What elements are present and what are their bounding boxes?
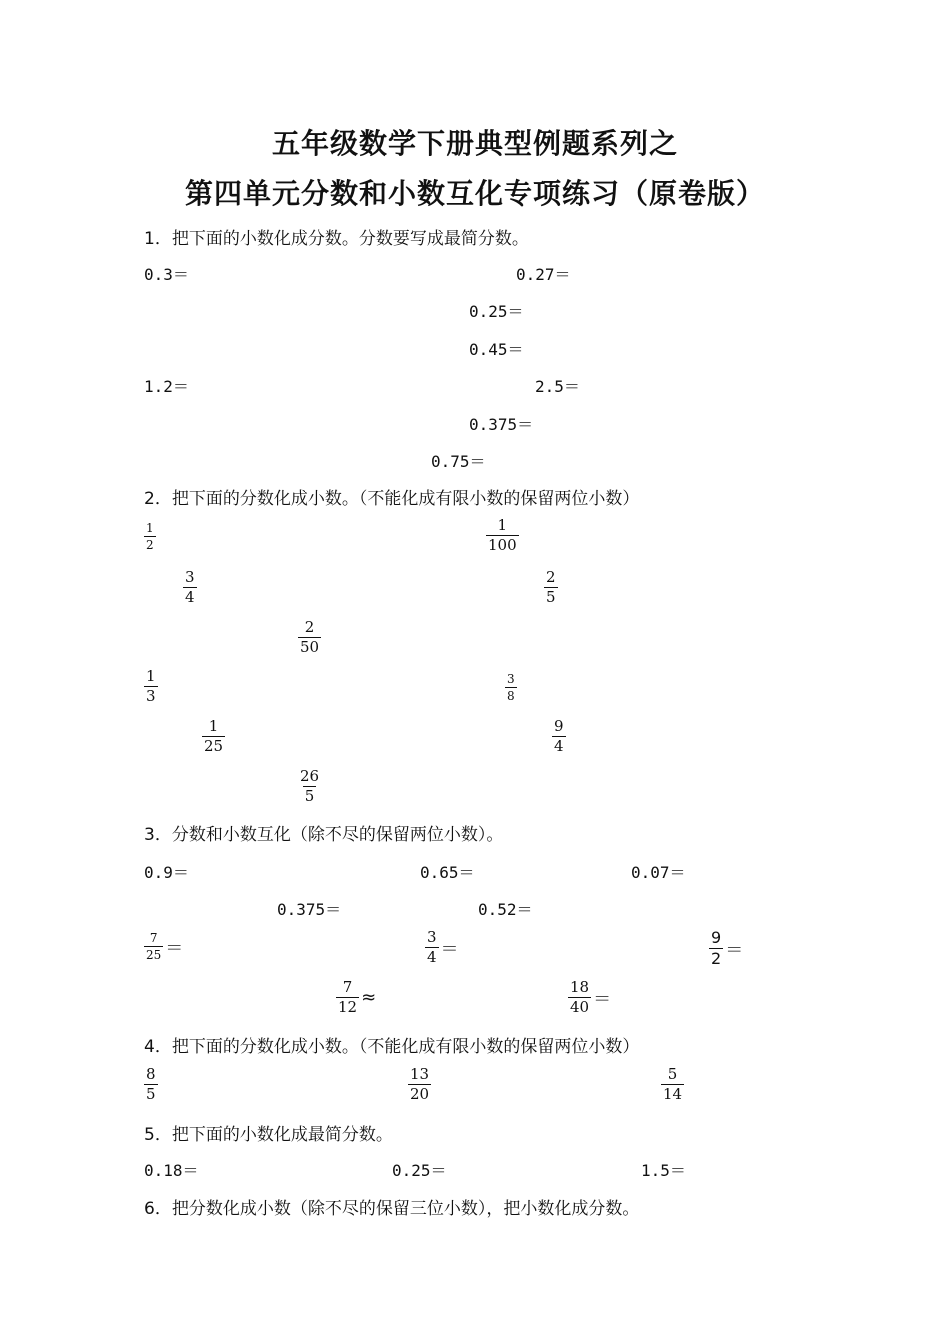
q2-fraction: 1 25 [204, 717, 224, 755]
q2-fraction: 1 100 [488, 516, 517, 554]
page-subtitle: 第四单元分数和小数互化专项练习（原卷版） [184, 177, 765, 210]
q5-item: 1.5＝ [641, 1161, 686, 1180]
q2-fraction: 2 50 [300, 618, 320, 656]
q1-item: 0.375＝ [469, 415, 534, 434]
q3-decimal: 0.52＝ [478, 900, 533, 919]
q2-fraction: 26 5 [300, 767, 320, 805]
question-4-heading: 4．把下面的分数化成小数。（不能化成有限小数的保留两位小数） [144, 1037, 640, 1057]
question-6-heading: 6．把分数化成小数（除不尽的保留三位小数），把小数化成分数。 [144, 1199, 640, 1219]
q3-fraction: 3 4 ＝ [427, 928, 459, 966]
q3-fraction: $\frac{7}{12}$ ≈ [338, 978, 377, 1016]
page-title: 五年级数学下册典型例题系列之 [271, 127, 678, 160]
question-1-heading: 1．把下面的小数化成分数。分数要写成最简分数。 [144, 229, 529, 249]
question-2-heading: 2．把下面的分数化成小数。（不能化成有限小数的保留两位小数） [144, 489, 640, 509]
q1-item: 2.5＝ [535, 377, 580, 396]
q1-item: 1.2＝ [144, 377, 189, 396]
q1-item: 0.75＝ [431, 452, 486, 471]
question-5-heading: 5．把下面的小数化成最简分数。 [144, 1125, 393, 1145]
q2-fraction: 3 4 [185, 568, 195, 606]
q3-decimal: 0.07＝ [631, 863, 686, 882]
q3-fraction: 9 2 ＝ [711, 928, 744, 968]
q1-item: 0.45＝ [469, 340, 524, 359]
q2-fraction: 1 2 [146, 521, 154, 552]
q3-fraction: 7 25 ＝ [146, 931, 184, 962]
q3-decimal: 0.9＝ [144, 863, 189, 882]
q2-fraction: 3 8 [507, 672, 515, 703]
q2-fraction: 9 4 [554, 717, 564, 755]
q1-item: 0.27＝ [516, 265, 571, 284]
q1-item: 0.3＝ [144, 265, 189, 284]
q3-decimal: 0.375＝ [277, 900, 342, 919]
question-3-heading: 3．分数和小数互化（除不尽的保留两位小数）。 [144, 825, 504, 845]
q1-item: 0.25＝ [469, 302, 524, 321]
q4-fraction: 8 5 [146, 1065, 156, 1103]
q4-fraction: 5 14 [663, 1065, 683, 1103]
q4-fraction: 13 20 [410, 1065, 430, 1103]
q2-fraction: 1 3 [146, 667, 156, 705]
q5-item: 0.25＝ [392, 1161, 447, 1180]
q2-fraction: 2 5 [546, 568, 556, 606]
q5-item: 0.18＝ [144, 1161, 199, 1180]
q3-decimal: 0.65＝ [420, 863, 475, 882]
q3-fraction: 18 40 ＝ [570, 978, 612, 1016]
